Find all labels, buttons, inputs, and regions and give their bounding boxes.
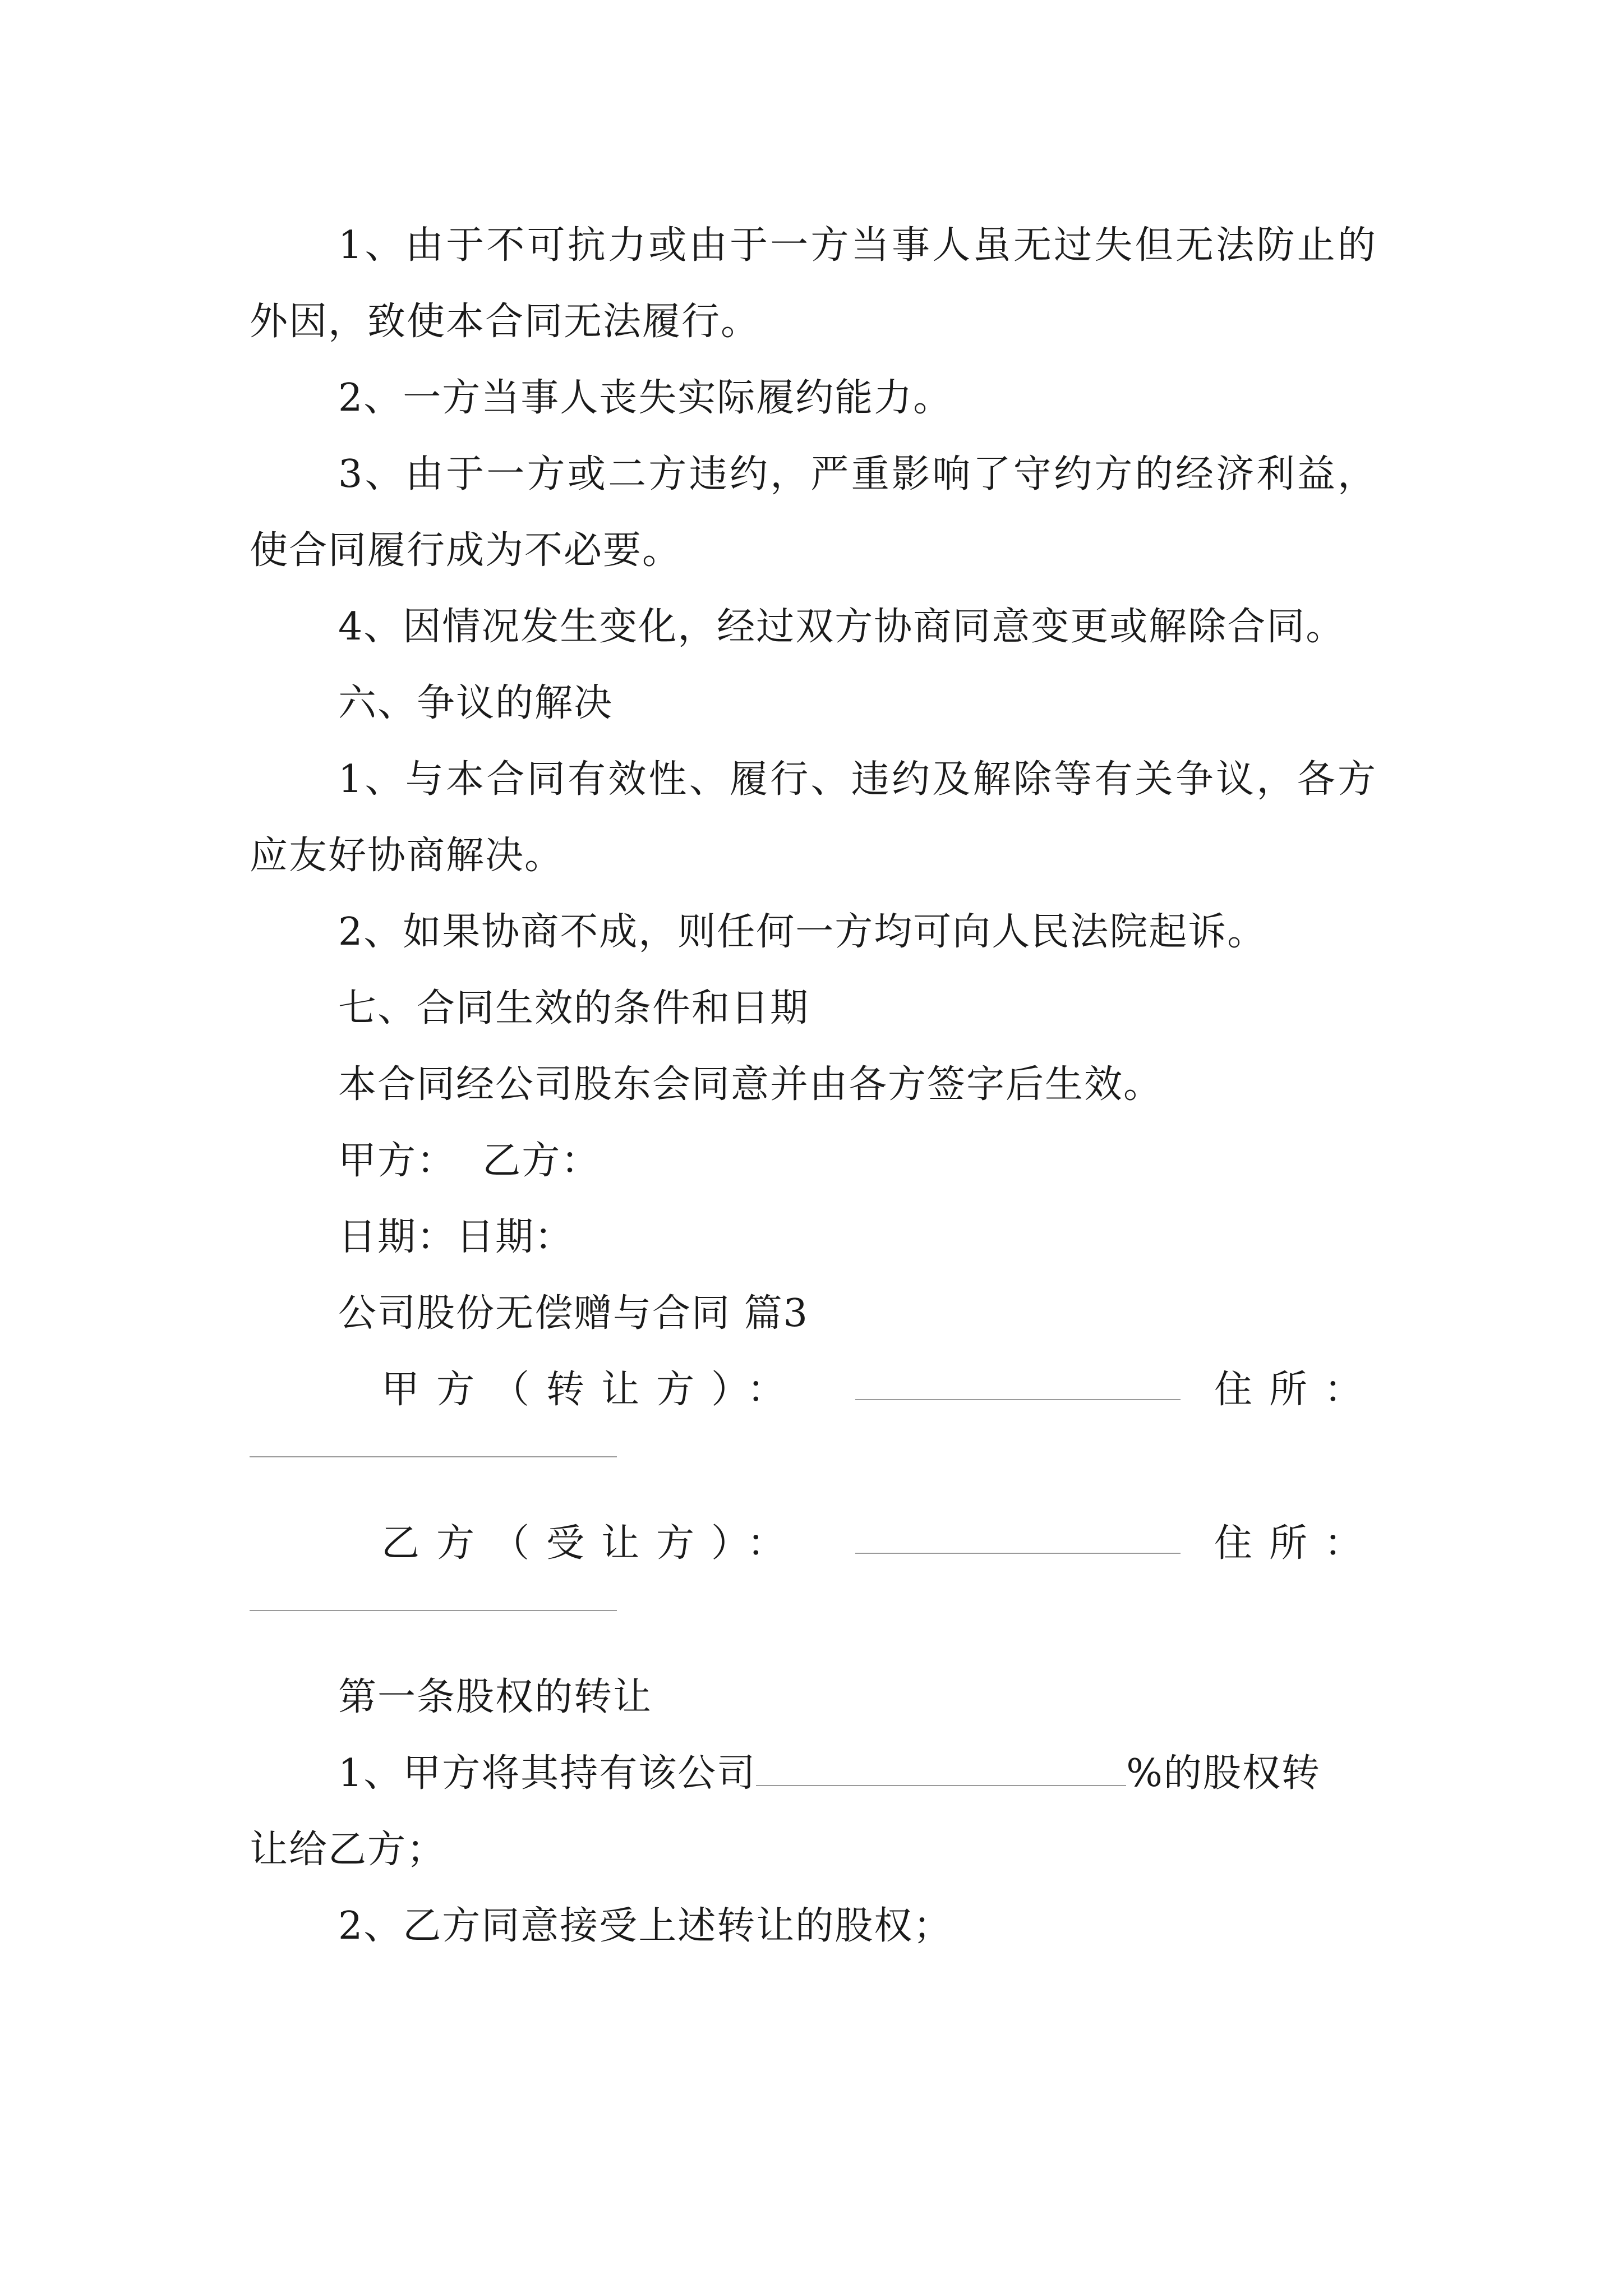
paragraph-change-of-circumstances: 4、因情况发生变化，经过双方协商同意变更或解除合同。 [338,605,1345,649]
signature-dates: 日期：日期： [338,1215,574,1259]
article-one-title: 第一条股权的转让 [338,1675,653,1719]
clause-1-continued: 让给乙方； [250,1828,446,1872]
paragraph-dispute-court: 2、如果协商不成，则任何一方均可向人民法院起诉。 [338,910,1267,954]
paragraph-dispute-negotiation: 1、与本合同有效性、履行、违约及解除等有关争议，各方应友好协商解决。 [250,757,1377,878]
party-b-name-blank[interactable] [855,1521,1181,1554]
share-percentage-blank[interactable] [756,1754,1126,1786]
paragraph-breach: 3、由于一方或二方违约，严重影响了守约方的经济利益，使合同履行成为不必要。 [250,452,1377,573]
party-a-address-label: 住所： [1214,1368,1380,1412]
party-b-address-blank[interactable] [250,1582,617,1611]
clause-1-prefix: 1、甲方将其持有该公司 [338,1751,757,1796]
clause-1 [250,1736,1377,1812]
party-a-label: 甲方（转让方）： [381,1368,803,1412]
party-b-address-label: 住所： [1214,1521,1380,1566]
contract-title-part3: 公司股份无偿赠与合同 篇3 [338,1291,809,1336]
document-body [250,208,1380,1964]
signature-parties: 甲方： 乙方： [338,1139,601,1183]
party-a-row [250,1352,1380,1428]
party-a-name-blank[interactable] [855,1368,1181,1400]
paragraph-force-majeure: 1、由于不可抗力或由于一方当事人虽无过失但无法防止的外因，致使本合同无法履行。 [250,223,1377,344]
party-b-label: 乙方（受让方）： [381,1521,803,1566]
paragraph-incapacity: 2、一方当事人丧失实际履约能力。 [338,376,953,420]
section-heading-effectiveness: 七、合同生效的条件和日期 [338,986,810,1030]
clause-1-suffix: %的股权转 [1126,1751,1321,1796]
party-a-address-blank[interactable] [250,1428,617,1457]
paragraph-effectiveness: 本合同经公司股东会同意并由各方签字后生效。 [338,1062,1163,1107]
clause-2: 2、乙方同意接受上述转让的股权； [338,1904,953,1948]
section-heading-dispute: 六、争议的解决 [338,681,614,725]
party-b-row [250,1506,1380,1582]
